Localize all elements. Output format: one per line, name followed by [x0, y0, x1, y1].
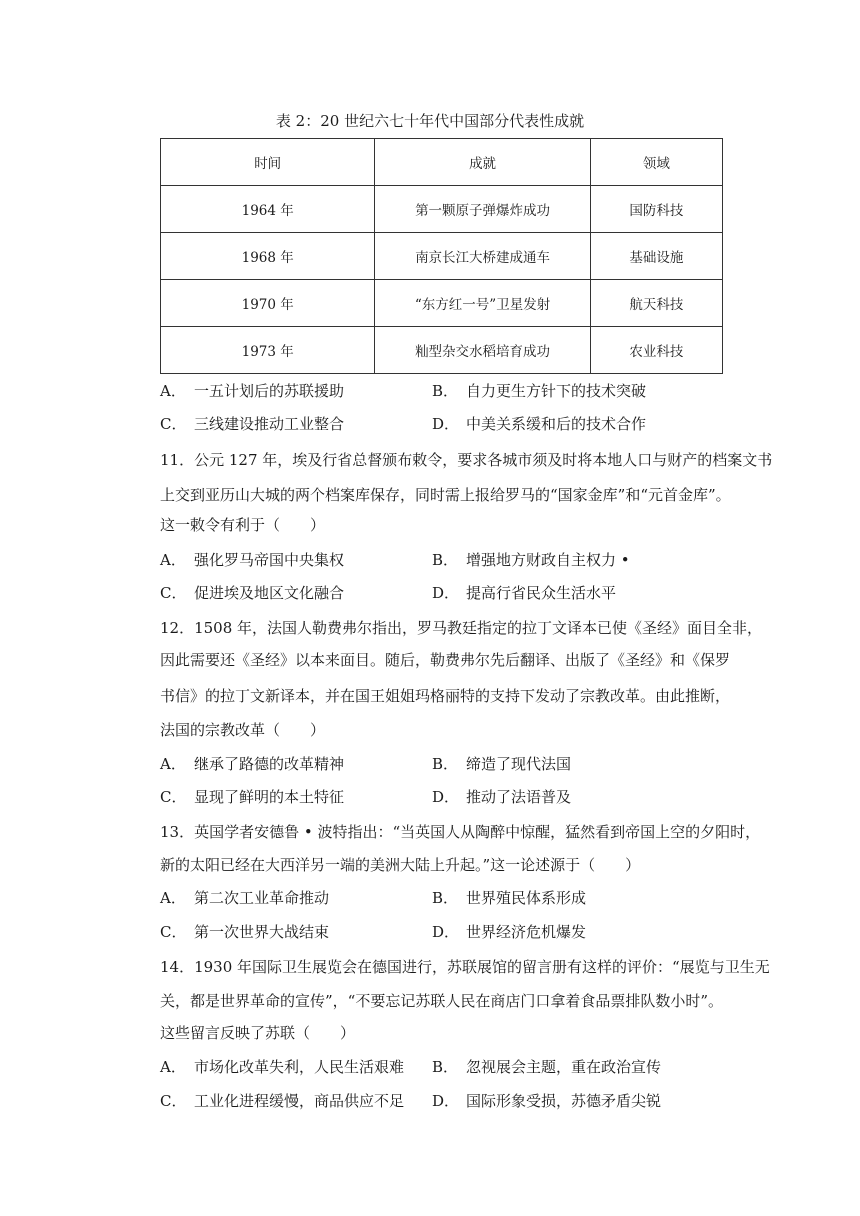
- q10-option-c[interactable]: C． 三线建设推动工业整合: [160, 415, 345, 433]
- q12-stem-line: 因此需要还《圣经》以本来面目。随后，勒费弗尔先后翻译、出版了《圣经》和《保罗: [160, 651, 731, 669]
- q14-option-c[interactable]: C． 工业化进程缓慢，商品供应不足: [160, 1092, 405, 1110]
- q12-option-c[interactable]: C． 显现了鲜明的本土特征: [160, 788, 345, 806]
- cell-field: 基础设施: [590, 233, 722, 280]
- q13-option-a[interactable]: A． 第二次工业革命推动: [160, 889, 330, 907]
- q12-stem-line: 12．1508 年，法国人勒费弗尔指出，罗马教廷指定的拉丁文译本已使《圣经》面目全非，: [160, 619, 763, 637]
- header-time: 时间: [161, 139, 375, 186]
- q11-option-d[interactable]: D． 提高行省民众生活水平: [432, 584, 617, 602]
- q13-stem-line: 13．英国学者安德鲁 • 波特指出：“当英国人从陶醉中惊醒，猛然看到帝国上空的夕阳时，: [160, 823, 761, 841]
- table-row: [161, 233, 723, 280]
- q12-stem-line: 法国的宗教改革（ ）: [160, 721, 326, 739]
- q10-option-a[interactable]: A． 一五计划后的苏联援助: [160, 382, 345, 400]
- q14-stem-line: 这些留言反映了苏联（ ）: [160, 1024, 356, 1042]
- achievements-table: [160, 138, 723, 374]
- q13-stem-line: 新的太阳已经在大西洋另一端的美洲大陆上升起。”这一论述源于（ ）: [160, 856, 641, 874]
- q11-stem-line: 这一敕令有利于（ ）: [160, 516, 326, 534]
- cell-achievement: 籼型杂交水稻培育成功: [375, 327, 590, 374]
- q10-option-b[interactable]: B． 自力更生方针下的技术突破: [432, 382, 647, 400]
- cell-achievement: 第一颗原子弹爆炸成功: [375, 186, 590, 233]
- q14-option-b[interactable]: B． 忽视展会主题，重在政治宣传: [432, 1058, 662, 1076]
- cell-time: 1968 年: [161, 233, 375, 280]
- q13-option-b[interactable]: B． 世界殖民体系形成: [432, 889, 587, 907]
- table-caption: 表 2：20 世纪六七十年代中国部分代表性成就: [275, 112, 585, 130]
- cell-field: 农业科技: [590, 327, 722, 374]
- q14-stem-line: 关，都是世界革命的宣传”，“不要忘记苏联人民在商店门口拿着食品票排队数小时”。: [160, 992, 724, 1010]
- q11-stem-line: 11．公元 127 年，埃及行省总督颁布敕令，要求各城市须及时将本地人口与财产的档案文书: [160, 451, 773, 469]
- table-header-row: [161, 139, 723, 186]
- q14-stem-line: 14．1930 年国际卫生展览会在德国进行，苏联展馆的留言册有这样的评价：“展览与卫生无: [160, 958, 770, 976]
- q11-option-b[interactable]: B． 增强地方财政自主权力 •: [432, 551, 630, 569]
- cell-achievement: “东方红一号”卫星发射: [375, 280, 590, 327]
- table-row: [161, 186, 723, 233]
- header-field: 领域: [590, 139, 722, 186]
- cell-time: 1973 年: [161, 327, 375, 374]
- q12-stem-line: 书信》的拉丁文新译本，并在国王姐姐玛格丽特的支持下发动了宗教改革。由此推断，: [160, 687, 731, 705]
- cell-field: 国防科技: [590, 186, 722, 233]
- q14-option-a[interactable]: A． 市场化改革失利，人民生活艰难: [160, 1058, 405, 1076]
- table-row: [161, 327, 723, 374]
- q11-option-c[interactable]: C． 促进埃及地区文化融合: [160, 584, 345, 602]
- cell-field: 航天科技: [590, 280, 722, 327]
- header-achievement: 成就: [375, 139, 590, 186]
- q11-stem-line: 上交到亚历山大城的两个档案库保存，同时需上报给罗马的“国家金库”和“元首金库”。: [160, 486, 731, 504]
- cell-achievement: 南京长江大桥建成通车: [375, 233, 590, 280]
- q13-option-d[interactable]: D． 世界经济危机爆发: [432, 923, 587, 941]
- q12-option-a[interactable]: A． 继承了路德的改革精神: [160, 755, 345, 773]
- q10-option-d[interactable]: D． 中美关系缓和后的技术合作: [432, 415, 647, 433]
- q12-option-b[interactable]: B． 缔造了现代法国: [432, 755, 572, 773]
- cell-time: 1964 年: [161, 186, 375, 233]
- cell-time: 1970 年: [161, 280, 375, 327]
- q12-option-d[interactable]: D． 推动了法语普及: [432, 788, 572, 806]
- q14-option-d[interactable]: D． 国际形象受损，苏德矛盾尖锐: [432, 1092, 662, 1110]
- q11-option-a[interactable]: A． 强化罗马帝国中央集权: [160, 551, 345, 569]
- table-row: [161, 280, 723, 327]
- q13-option-c[interactable]: C． 第一次世界大战结束: [160, 923, 330, 941]
